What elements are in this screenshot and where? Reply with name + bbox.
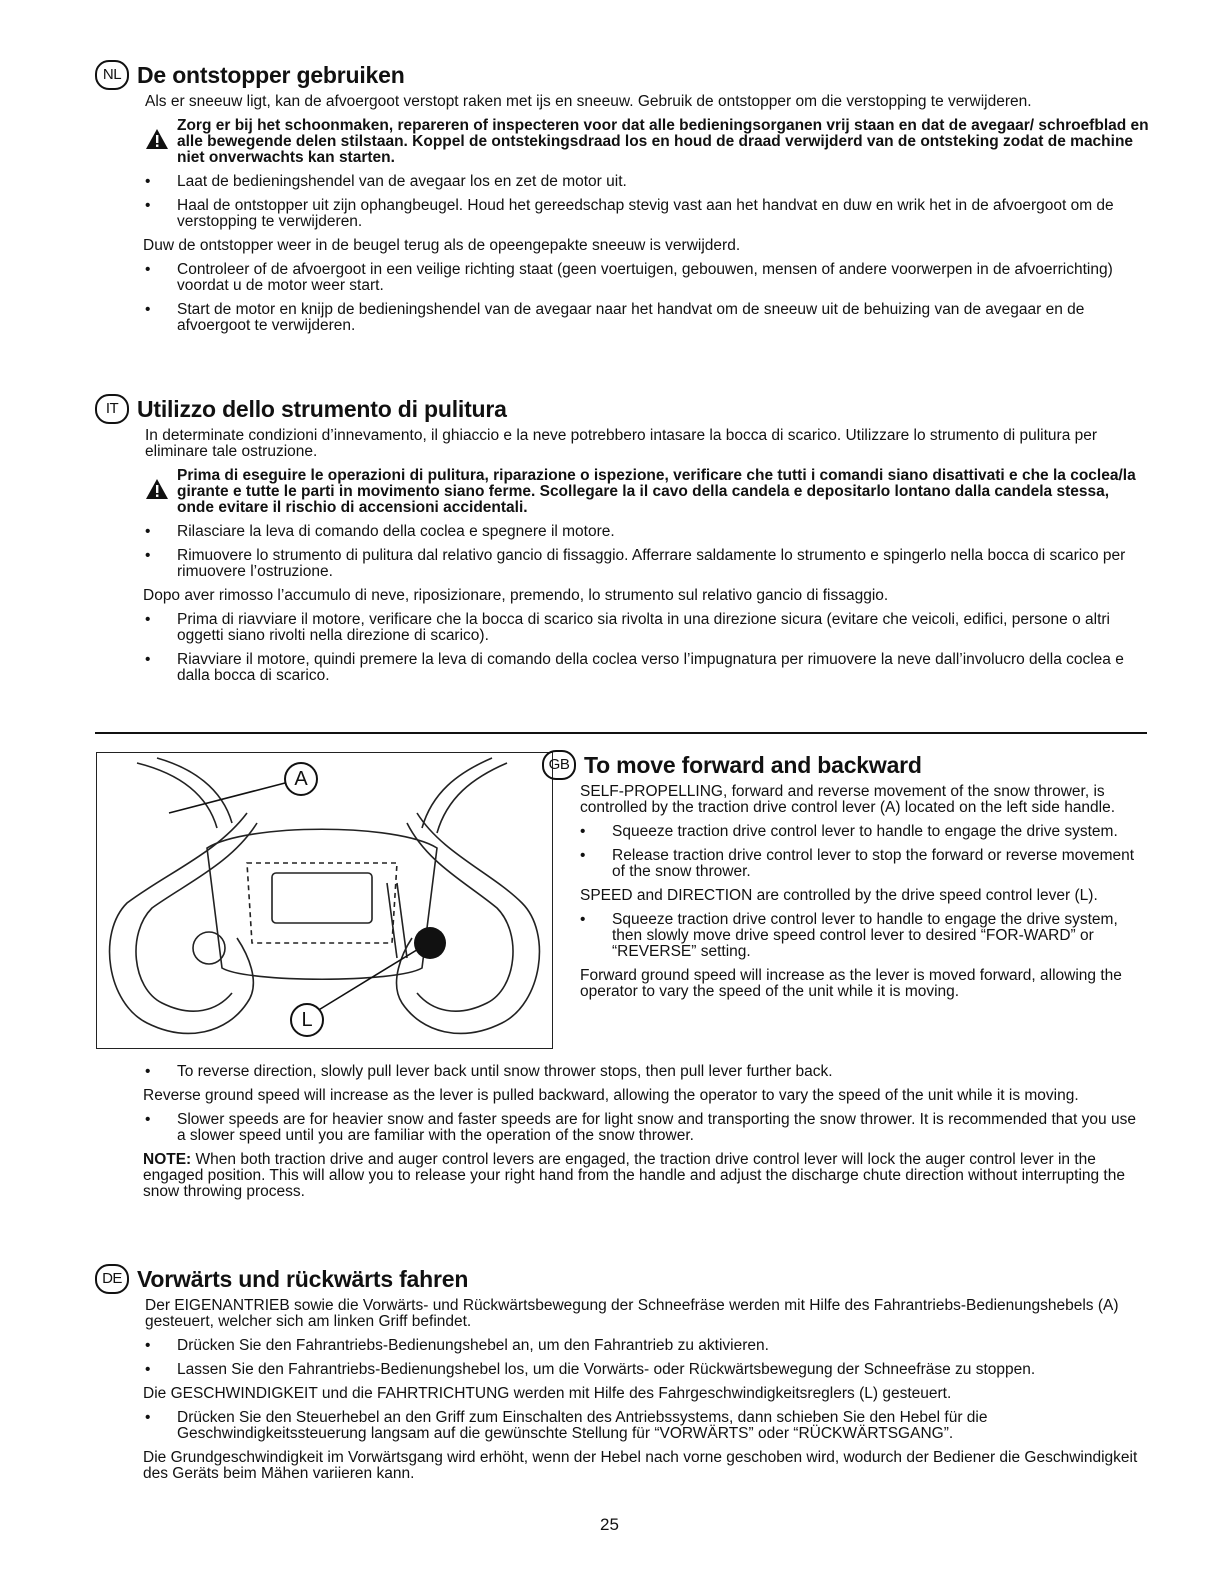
note-paragraph-gb: [143, 1152, 1148, 1200]
section-title-it: Utilizzo dello strumento di pulitura: [137, 395, 507, 422]
page-number: 25: [600, 1515, 619, 1534]
bullet-item: • Start de motor en knijp de bedieningshendel van de avegaar naar het handvat om de sneeuw uit de behuizing van de avegaar en de afvoergoot te verwijderen.: [145, 302, 1150, 334]
section-title-de: Vorwärts und rückwärts fahren: [137, 1265, 469, 1292]
section-header-gb: [548, 748, 1148, 782]
bullet-item: • Slower speeds are for heavier snow and faster speeds are for light snow and transporting the snow thrower. It is recommended that you use a slower speed until you are familiar with the operation of the snow thrower.: [145, 1112, 1148, 1144]
warning-triangle-icon: [145, 468, 171, 516]
bullet-item: • Squeeze traction drive control lever to handle to engage the drive system, then slowly move drive speed control lever to desired “FOR-WARD” or “REVERSE” setting.: [580, 912, 1148, 960]
section-gb-continued: [145, 1064, 1148, 1208]
bullet-item: • Controleer of de afvoergoot in een veilige richting staat (geen voertuigen, gebouwen, mensen of andere voorwerpen in de afvoerrichting) voordat u de motor weer start.: [145, 262, 1150, 294]
intro-paragraph-nl: Als er sneeuw ligt, kan de afvoergoot verstopt raken met ijs en sneeuw. Gebruik de ontstopper om die verstopping te verwijderen.: [145, 93, 1032, 110]
intro-paragraph-de: Der EIGENANTRIEB sowie die Vorwärts- und Rückwärtsbewegung der Schneefräse werden mit Hilfe des Fahrantriebs-Bedienungshebels (A) gesteuert, welcher sich am linken Griff befindet.: [145, 1297, 1119, 1330]
warning-text-nl: Zorg er bij het schoonmaken, repareren of inspecteren voor dat alle bedieningsorganen vrij staan en dat de avegaar/ schroefblad en alle bewegende delen stilstaan. Koppel de ontstekingsdraad los en houd de draad verwijderd van de ontsteking zodat de machine niet onverwachts kan starten.: [177, 117, 1149, 166]
section-de: [95, 1262, 1150, 1490]
intro-paragraph-gb: SELF-PROPELLING, forward and reverse movement of the snow thrower, is controlled by the traction drive control lever (A) located on the left side handle.: [580, 783, 1116, 816]
bullet-item: • To reverse direction, slowly pull lever back until snow thrower stops, then pull lever further back.: [145, 1064, 1148, 1080]
speed-lever-knob: [414, 927, 446, 959]
bullet-item: • Rimuovere lo strumento di pulitura dal relativo gancio di fissaggio. Afferrare saldamente lo strumento e spingerlo nella bocca di scarico per rimuovere l’ostruzione.: [145, 548, 1150, 580]
speed-paragraph-de: Die GESCHWINDIGKEIT und die FAHRTRICHTUNG werden mit Hilfe des Fahrgeschwindigkeitsreglers (L) gesteuert.: [143, 1385, 952, 1402]
bullet-item: • Laat de bedieningshendel van de avegaar los en zet de motor uit.: [145, 174, 1150, 190]
warning-triangle-icon: [145, 118, 171, 166]
language-badge-it: IT: [95, 394, 129, 424]
section-it: [95, 392, 1150, 692]
intro-paragraph-it: In determinate condizioni d’innevamento, il ghiaccio e la neve potrebbero intasare la bocca di scarico. Utilizzare lo strumento di pulitura per eliminare tale ostruzione.: [145, 427, 1098, 460]
warning-text-it: Prima di eseguire le operazioni di pulitura, riparazione o ispezione, verificare che tutti i comandi siano disattivati e che la coclea/la girante e tutte le parti in movimento siano ferme. Scollegare la il cavo della candela e depositarlo lontano dalla candela stessa, onde evitare il rischio di accensioni accidentali.: [177, 467, 1136, 516]
bullet-item: • Rilasciare la leva di comando della coclea e spegnere il motore.: [145, 524, 1150, 540]
bullet-item: • Riavviare il motore, quindi premere la leva di comando della coclea verso l’impugnatura per rimuovere la neve dall’involucro della coclea e dalla bocca di scarico.: [145, 652, 1150, 684]
section-header-nl: [95, 58, 1150, 92]
reverse-paragraph-gb: Reverse ground speed will increase as the lever is pulled backward, allowing the operator to vary the speed of the unit while it is moving.: [143, 1087, 1079, 1104]
section-title-nl: De ontstopper gebruiken: [137, 61, 405, 88]
bullet-item: • Drücken Sie den Fahrantriebs-Bedienungshebel an, um den Fahrantrieb zu aktivieren.: [145, 1338, 1150, 1354]
callout-a: [284, 762, 318, 796]
forward-paragraph-gb: Forward ground speed will increase as the lever is moved forward, allowing the operator to vary the speed of the unit while it is moving.: [580, 967, 1122, 1000]
snow-thrower-handle-illustration: [97, 753, 552, 1048]
bullet-item: • Drücken Sie den Steuerhebel an den Griff zum Einschalten des Antriebssystems, dann schieben Sie den Hebel für die Geschwindigkeitssteuerung langsam auf die gewünschte Stellung für “VORWÄRTS” oder “RÜCKWÄRTSGANG”.: [145, 1410, 1150, 1442]
bullet-item: • Prima di riavviare il motore, verificare che la bocca di scarico sia rivolta in una direzione sicura (evitare che veicoli, edifici, persone o altri oggetti siano rivolti nella direzione di scarico).: [145, 612, 1150, 644]
note-text: When both traction drive and auger control levers are engaged, the traction drive control lever will lock the auger control lever in the engaged position. This will allow you to release your right hand from the handle and adjust the discharge chute direction without interrupting the snow throwing process.: [143, 1151, 1125, 1200]
paragraph-nl: Duw de ontstopper weer in de beugel terug als de opeengepakte sneeuw is verwijderd.: [143, 237, 741, 254]
callout-l: [290, 1003, 324, 1037]
section-nl: [95, 58, 1150, 342]
note-label: NOTE:: [143, 1151, 192, 1168]
language-badge-de: DE: [95, 1264, 129, 1294]
section-divider: [95, 732, 1147, 734]
last-paragraph-de: Die Grundgeschwindigkeit im Vorwärtsgang wird erhöht, wenn der Hebel nach vorne geschoben wird, wodurch der Bediener die Geschwindigkeit des Geräts beim Mähen variieren kann.: [143, 1449, 1138, 1482]
paragraph-it: Dopo aver rimosso l’accumulo di neve, riposizionare, premendo, lo strumento sul relativo gancio di fissaggio.: [143, 587, 889, 604]
section-gb: [548, 748, 1148, 1000]
bullet-item: • Squeeze traction drive control lever to handle to engage the drive system.: [580, 824, 1148, 840]
speed-paragraph-gb: SPEED and DIRECTION are controlled by the drive speed control lever (L).: [580, 887, 1098, 904]
warning-block-it: [145, 468, 1150, 516]
language-badge-nl: NL: [95, 60, 129, 90]
bullet-item: • Haal de ontstopper uit zijn ophangbeugel. Houd het gereedschap stevig vast aan het handvat en duw en wrik het in de afvoergoot om de verstopping te verwijderen.: [145, 198, 1150, 230]
section-header-it: [95, 392, 1150, 426]
language-badge-gb: GB: [542, 750, 576, 780]
snow-thrower-figure: [96, 752, 553, 1049]
callout-a-label: A: [294, 768, 308, 790]
callout-l-label: L: [301, 1009, 313, 1031]
bullet-item: • Release traction drive control lever to stop the forward or reverse movement of the snow thrower.: [580, 848, 1148, 880]
section-title-gb: To move forward and backward: [584, 751, 922, 778]
section-header-de: [95, 1262, 1150, 1296]
warning-block-nl: [145, 118, 1150, 166]
bullet-item: • Lassen Sie den Fahrantriebs-Bedienungshebel los, um die Vorwärts- oder Rückwärtsbewegung der Schneefräse zu stoppen.: [145, 1362, 1150, 1378]
